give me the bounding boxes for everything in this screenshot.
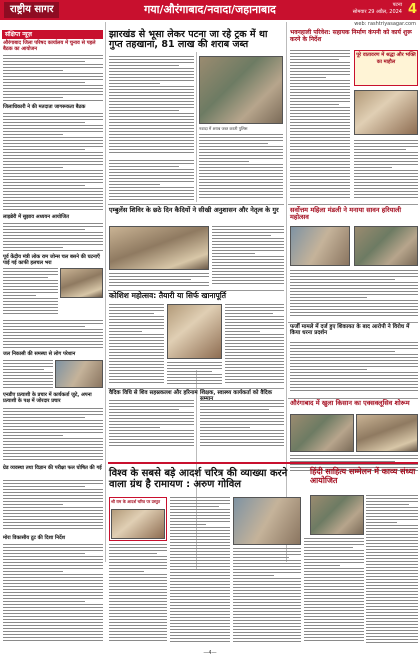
section-rule — [108, 462, 418, 464]
brief-body — [3, 408, 103, 463]
story-body — [233, 548, 301, 645]
brief-headline: मोरा विकासीय टूट की दिशा निर्देश — [3, 535, 66, 541]
brief-body — [3, 360, 53, 390]
story-body — [109, 400, 194, 448]
brief-headline: जिलाधिकारी ने की मतदाता जागरूकता बैठक — [3, 104, 86, 110]
brief-headline: जल निकासी की समस्या से लोग परेशान — [3, 351, 76, 357]
top-story-photo-caption: नवादा में शराब जब्त करती पुलिस — [199, 126, 248, 131]
right-top-headline: भवनहाली परिवेश: सहायक निर्माण कंपनी को कार्य शुरू करने के निर्देश — [290, 29, 412, 43]
story-photo — [167, 304, 222, 359]
ad-title: पूरे वातावरण में श्रद्धा और भक्ति का माहौल — [356, 52, 416, 65]
story-headline: वैदिक विधि से शिव सहस्रकलश और हरिनाम — [109, 390, 198, 396]
top-story-photo — [199, 56, 283, 124]
story-body — [225, 304, 284, 386]
top-story-headline: झारखंड से भूसा लेकर पटना जा रहे ट्रक में था गुप्त तहखाना, 81 लाख की शराब जब्त — [109, 29, 268, 51]
story-headline: औरंगाबाद में खुला किसान का एक्सक्लूसिव शोरूम — [290, 399, 410, 407]
brief-headline: एनडीए प्रत्याशी के प्रचार में कार्यकर्ता जुटे, अपना प्रत्याशी के पक्ष में जोरदार प्रचार — [3, 392, 92, 404]
page-footer: —4— — [203, 650, 217, 656]
top-story-body — [109, 160, 194, 202]
story-body — [109, 544, 167, 644]
top-story-body — [109, 56, 194, 156]
story-photo — [354, 226, 418, 266]
section-rule — [288, 204, 418, 205]
right-top-photo — [354, 90, 418, 135]
story-headline: कोशिश महोत्सव: तैयारी या सिर्फ खानापूर्ति — [109, 291, 227, 300]
story-headline: फर्जी मामले में दर्ज हुए शिकायत के बाद आरोपी ने विरोध में किया धरना प्रदर्शन — [290, 324, 410, 337]
edition-region: गया/औरंगाबाद/नवादा/जहानाबाद — [144, 3, 276, 16]
story-photo — [310, 495, 364, 535]
briefs-kicker: संक्षिप्त न्यूज़ — [2, 30, 103, 39]
story-body — [200, 400, 284, 448]
story-headline: सर्वोत्तम महिला मंडली ने मनाया सावन हरियाली महोत्सव — [290, 206, 402, 222]
story-body — [290, 270, 418, 320]
story-photo — [356, 414, 418, 452]
brief-photo — [60, 268, 103, 298]
website-url: web: rashtriyasagar.com — [354, 21, 416, 27]
masthead — [0, 0, 420, 20]
top-story-body — [199, 134, 283, 200]
story-body — [109, 273, 209, 288]
brief-headline: ग्रेड व्यवस्था तथा विज्ञान की परीक्षा फल घोषित की गई — [3, 465, 102, 471]
brief-body — [3, 320, 103, 350]
story-headline: शिक्षक, स्वास्थ्य कार्यकर्ता को वैदिक — [200, 390, 272, 396]
brief-headline: पूर्व केंद्रीय मंत्री लोक राम जोन्स चल बसने की घटनाएँ पाई गई काफी हलचल भरा — [3, 254, 100, 266]
banner-right-headline: हिंदी साहित्य सम्मेलन में काव्य संध्या आयोजित — [310, 467, 416, 485]
page-number: 4 — [407, 2, 417, 17]
inset-photo — [111, 509, 165, 539]
section-rule — [108, 388, 284, 389]
story-body — [109, 304, 164, 386]
story-photo — [290, 414, 354, 452]
brief-body — [3, 544, 103, 644]
brief-body — [3, 55, 103, 103]
inset-caption: श्री राम के आदर्श चरित्र पर प्रस्तुत — [111, 499, 161, 504]
story-body — [212, 226, 284, 286]
brief-headline: औरंगाबाद जिला परिषद कार्यालय में चुनाव से पहले बैठक का आयोजन — [3, 40, 96, 52]
right-top-body — [290, 50, 350, 200]
brief-body — [3, 268, 58, 318]
story-body — [366, 495, 418, 645]
edition-date: पटना सोमवार 29 अप्रैल, 2024 — [352, 2, 402, 15]
newspaper-brand: राष्ट्रीय सागर — [4, 2, 59, 18]
story-body — [304, 538, 364, 645]
story-photo — [109, 226, 209, 270]
brief-body — [3, 113, 103, 213]
section-rule — [288, 322, 418, 323]
brief-body — [3, 480, 103, 532]
story-body — [167, 362, 222, 386]
column-divider — [196, 52, 197, 202]
right-top-body — [354, 140, 418, 200]
brief-headline: लाइब्रेरी में सुझाव अध्ययन आयोजित — [3, 214, 69, 220]
story-headline: एम्बुलेंस शिविर के छठे दिन कैदियों ने सीखी अनुशासन और नेतृत्व के गुर — [109, 206, 279, 214]
banner-headline: विश्व के सबसे बड़े आदर्श चरित्र की व्याख्या करने वाला ग्रंथ है रामायण : अरुण गोविल — [109, 468, 288, 490]
section-rule — [108, 204, 284, 205]
story-body — [290, 342, 418, 394]
brief-photo — [55, 360, 103, 388]
story-photo — [233, 497, 301, 545]
brief-body — [3, 223, 103, 253]
column-divider — [105, 22, 106, 562]
story-body — [170, 497, 230, 645]
story-photo — [290, 226, 350, 266]
